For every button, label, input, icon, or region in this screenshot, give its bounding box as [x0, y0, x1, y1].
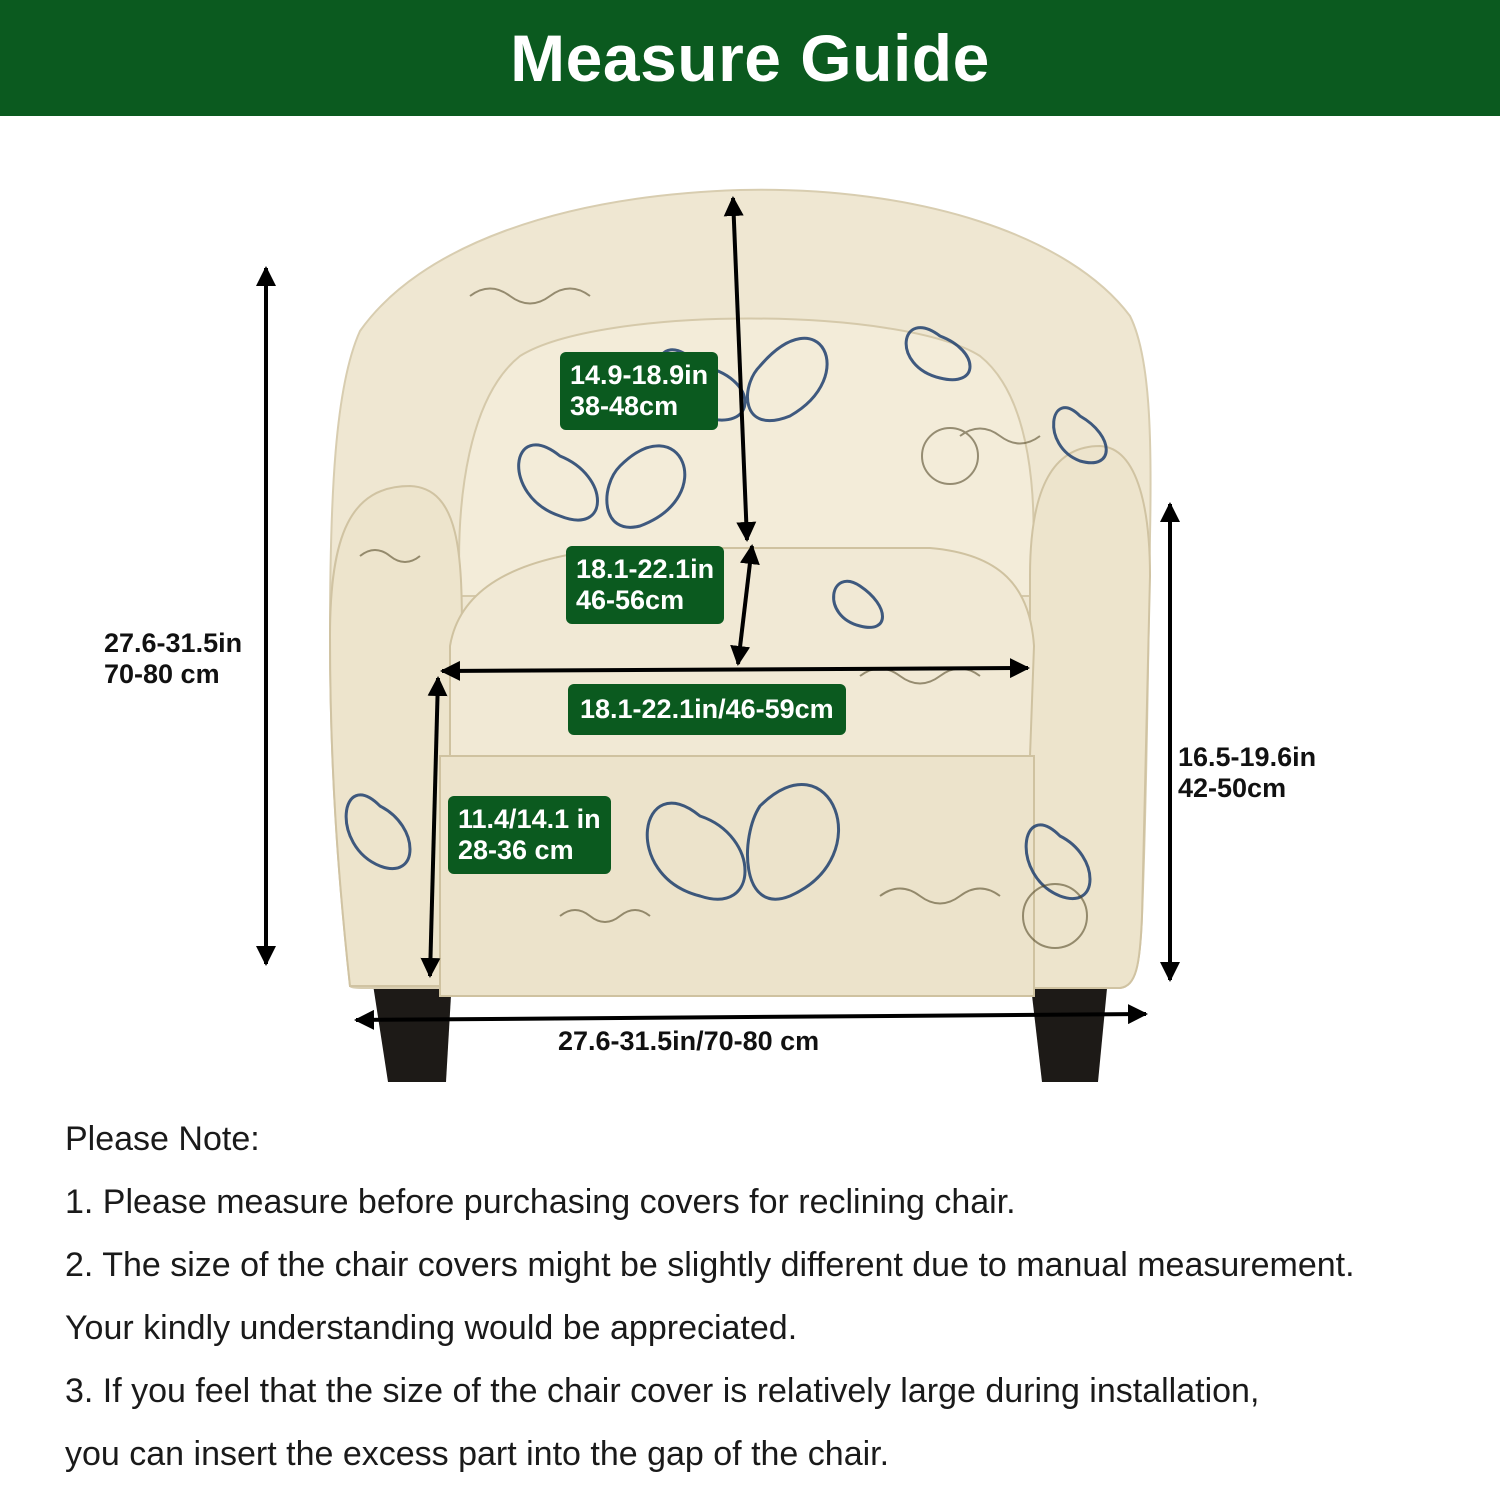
total-height-label — [104, 628, 242, 690]
seat-depth-imperial: 18.1-22.1in — [576, 554, 715, 584]
chair-leg-right — [1030, 978, 1108, 1082]
backrest-height-label — [560, 352, 718, 430]
notes-heading: Please Note: — [65, 1120, 260, 1158]
note-line-5: you can insert the excess part into the gap of the chair. — [65, 1435, 890, 1473]
arrow-total-width — [356, 1014, 1146, 1020]
backrest-height-imperial: 14.9-18.9in — [570, 360, 709, 390]
note-line-4: 3. If you feel that the size of the chair cover is relatively large during installation, — [65, 1372, 1260, 1410]
chair-illustration — [0, 116, 1500, 1100]
chair-diagram — [0, 116, 1500, 1100]
seat-depth-metric: 46-56cm — [576, 585, 685, 615]
front-height-metric: 28-36 cm — [458, 835, 574, 865]
total-width-value: 27.6-31.5in/70-80 cm — [558, 1026, 820, 1056]
total-height-metric: 70-80 cm — [104, 659, 220, 689]
note-line-2: 2. The size of the chair covers might be slightly different due to manual measurement. — [65, 1246, 1355, 1284]
header-banner — [0, 0, 1500, 116]
front-height-label — [448, 796, 611, 874]
seat-width-value: 18.1-22.1in/46-59cm — [580, 694, 834, 724]
total-height-imperial: 27.6-31.5in — [104, 628, 243, 658]
seat-front — [440, 756, 1034, 996]
arm-height-metric: 42-50cm — [1178, 773, 1287, 803]
front-height-imperial: 11.4/14.1 in — [458, 804, 601, 834]
note-line-3: Your kindly understanding would be appreciated. — [65, 1309, 798, 1347]
seat-depth-label — [566, 546, 724, 624]
seat-width-label — [568, 684, 846, 735]
notes-section — [65, 1108, 1485, 1486]
chair-arm-right — [1030, 446, 1150, 988]
total-width-label — [558, 1026, 819, 1057]
note-line-1: 1. Please measure before purchasing covers for reclining chair. — [65, 1183, 1016, 1221]
backrest-height-metric: 38-48cm — [570, 391, 679, 421]
page-title: Measure Guide — [510, 21, 990, 95]
arm-height-label — [1178, 742, 1316, 804]
arm-height-imperial: 16.5-19.6in — [1178, 742, 1317, 772]
